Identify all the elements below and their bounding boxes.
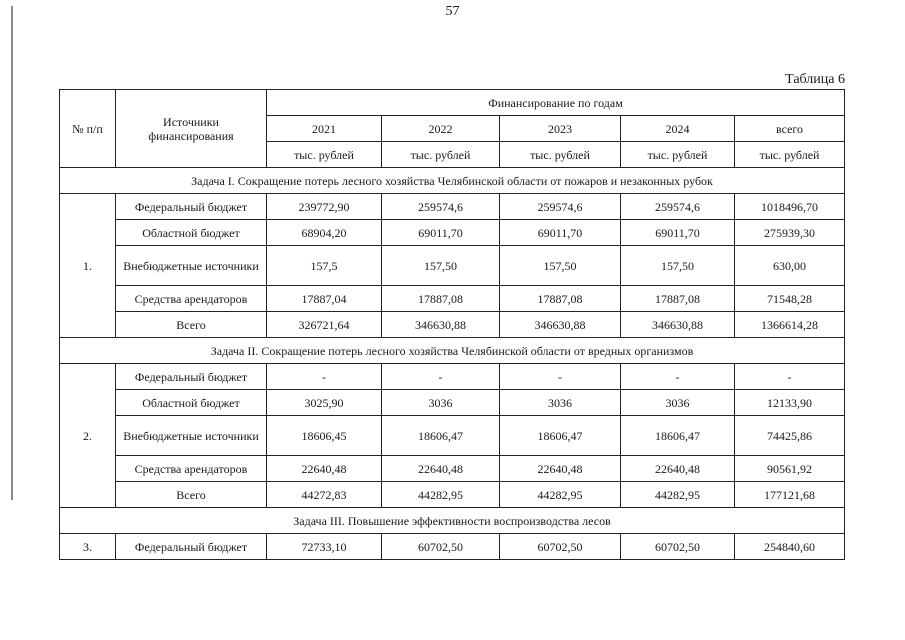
value-cell: 69011,70 — [621, 220, 735, 246]
value-cell: 3036 — [500, 390, 621, 416]
source-cell: Средства арендаторов — [116, 286, 267, 312]
value-cell: 259574,6 — [500, 194, 621, 220]
value-cell: 18606,47 — [621, 416, 735, 456]
source-cell: Всего — [116, 482, 267, 508]
value-cell: 157,50 — [500, 246, 621, 286]
source-cell: Областной бюджет — [116, 390, 267, 416]
header-year: 2022 — [382, 116, 500, 142]
value-cell: 60702,50 — [500, 534, 621, 560]
value-cell: 259574,6 — [382, 194, 500, 220]
source-cell: Федеральный бюджет — [116, 364, 267, 390]
value-cell: - — [382, 364, 500, 390]
value-cell: 17887,08 — [500, 286, 621, 312]
header-year: 2021 — [267, 116, 382, 142]
value-cell: 3025,90 — [267, 390, 382, 416]
header-source: Источники финансирования — [116, 90, 267, 168]
value-cell: 157,50 — [621, 246, 735, 286]
value-cell: 44272,83 — [267, 482, 382, 508]
task-number: 2. — [60, 364, 116, 508]
value-cell: 157,50 — [382, 246, 500, 286]
header-total: всего — [735, 116, 845, 142]
value-cell: 1018496,70 — [735, 194, 845, 220]
value-cell: 326721,64 — [267, 312, 382, 338]
value-cell: - — [621, 364, 735, 390]
value-cell: 346630,88 — [382, 312, 500, 338]
source-cell: Федеральный бюджет — [116, 534, 267, 560]
source-cell: Федеральный бюджет — [116, 194, 267, 220]
value-cell: 69011,70 — [382, 220, 500, 246]
margin-line — [11, 6, 13, 500]
value-cell: 3036 — [621, 390, 735, 416]
task-number: 3. — [60, 534, 116, 560]
value-cell: 22640,48 — [267, 456, 382, 482]
value-cell: 44282,95 — [382, 482, 500, 508]
header-year: 2024 — [621, 116, 735, 142]
value-cell: 71548,28 — [735, 286, 845, 312]
value-cell: 239772,90 — [267, 194, 382, 220]
source-cell: Внебюджетные источники — [116, 416, 267, 456]
source-cell: Внебюджетные источники — [116, 246, 267, 286]
value-cell: 18606,47 — [500, 416, 621, 456]
value-cell: 17887,04 — [267, 286, 382, 312]
value-cell: 18606,47 — [382, 416, 500, 456]
value-cell: 177121,68 — [735, 482, 845, 508]
value-cell: 72733,10 — [267, 534, 382, 560]
header-unit: тыс. рублей — [621, 142, 735, 168]
header-unit: тыс. рублей — [382, 142, 500, 168]
value-cell: 1366614,28 — [735, 312, 845, 338]
value-cell: 157,5 — [267, 246, 382, 286]
task-title: Задача III. Повышение эффективности воспроизводства лесов — [60, 508, 845, 534]
value-cell: 22640,48 — [621, 456, 735, 482]
value-cell: 275939,30 — [735, 220, 845, 246]
task-title: Задача II. Сокращение потерь лесного хозяйства Челябинской области от вредных организмов — [60, 338, 845, 364]
value-cell: - — [735, 364, 845, 390]
value-cell: 22640,48 — [500, 456, 621, 482]
value-cell: 3036 — [382, 390, 500, 416]
value-cell: 17887,08 — [382, 286, 500, 312]
funding-table — [59, 89, 845, 560]
value-cell: 44282,95 — [621, 482, 735, 508]
value-cell: 22640,48 — [382, 456, 500, 482]
value-cell: 44282,95 — [500, 482, 621, 508]
value-cell: 60702,50 — [382, 534, 500, 560]
value-cell: 90561,92 — [735, 456, 845, 482]
page-number: 57 — [445, 4, 460, 19]
value-cell: 346630,88 — [500, 312, 621, 338]
table-caption: Таблица 6 — [785, 72, 845, 87]
value-cell: 68904,20 — [267, 220, 382, 246]
header-num: № п/п — [60, 90, 116, 168]
value-cell: 630,00 — [735, 246, 845, 286]
source-cell: Всего — [116, 312, 267, 338]
value-cell: 346630,88 — [621, 312, 735, 338]
value-cell: 12133,90 — [735, 390, 845, 416]
value-cell: 17887,08 — [621, 286, 735, 312]
source-cell: Областной бюджет — [116, 220, 267, 246]
value-cell: 74425,86 — [735, 416, 845, 456]
source-cell: Средства арендаторов — [116, 456, 267, 482]
value-cell: 259574,6 — [621, 194, 735, 220]
value-cell: - — [500, 364, 621, 390]
task-number: 1. — [60, 194, 116, 338]
task-title: Задача I. Сокращение потерь лесного хозяйства Челябинской области от пожаров и незаконных рубок — [60, 168, 845, 194]
header-unit: тыс. рублей — [735, 142, 845, 168]
value-cell: 18606,45 — [267, 416, 382, 456]
header-unit: тыс. рублей — [267, 142, 382, 168]
value-cell: 69011,70 — [500, 220, 621, 246]
header-unit: тыс. рублей — [500, 142, 621, 168]
value-cell: 254840,60 — [735, 534, 845, 560]
value-cell: - — [267, 364, 382, 390]
header-funding-by-years: Финансирование по годам — [267, 90, 845, 116]
header-year: 2023 — [500, 116, 621, 142]
value-cell: 60702,50 — [621, 534, 735, 560]
